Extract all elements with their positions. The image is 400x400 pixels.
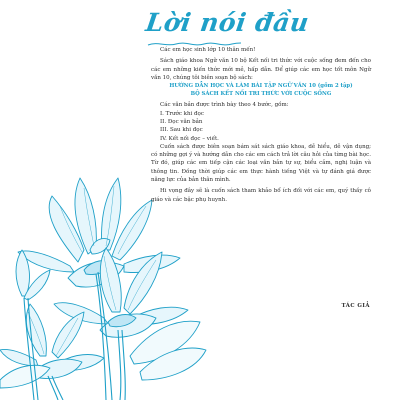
author-signature: TÁC GIẢ bbox=[341, 303, 370, 309]
step-item-1: I. Trước khi đọc bbox=[160, 110, 204, 117]
book-title-line-2: BỘ SÁCH KẾT NỐI TRI THỨC VỚI CUỘC SỐNG bbox=[190, 90, 332, 97]
description-paragraph: Cuốn sách được biên soạn bám sát sách giáo khoa, dễ hiểu, dễ vận dụng; có những gợi ý và hướng dẫn cho các em cách trả lời câu hỏi của từng bài học. Từ đó, giúp các em tiếp cận các loại văn bản tự sự, biểu cảm, nghị luận và thông tin. Đồng thời giúp các em thực hành tiếng Việt và tự đánh giá được năng lực của bản thân mình. bbox=[151, 143, 371, 184]
greeting: Các em học sinh lớp 10 thân mến! bbox=[160, 47, 256, 53]
list-intro: Các văn bản được trình bày theo 4 bước, gồm: bbox=[160, 102, 289, 109]
step-item-3: III. Sau khi đọc bbox=[160, 127, 203, 134]
book-title bbox=[151, 83, 371, 98]
preface-body bbox=[151, 46, 371, 204]
page-title: Lời nói đầu bbox=[143, 8, 311, 37]
closing-paragraph: Hi vọng đây sẽ là cuốn sách tham khảo bổ ích đối với các em, quý thầy cô giáo và các bậc phụ huynh. bbox=[151, 188, 371, 203]
step-item-2: II. Đọc văn bản bbox=[160, 118, 203, 125]
book-title-line-1: HƯỚNG DẪN HỌC VÀ LÀM BÀI TẬP NGỮ VĂN 10 (gồm 2 tập) bbox=[169, 83, 353, 90]
intro-paragraph: Sách giáo khoa Ngữ văn 10 bộ Kết nối tri thức với cuộc sống đem đến cho các em những kiến thức mới mẻ, hấp dẫn. Để giúp các em học tốt môn Ngữ văn 10, chúng tôi biên soạn bộ sách: bbox=[151, 58, 371, 81]
step-item-4: IV. Kết nối đọc – viết. bbox=[160, 135, 219, 142]
